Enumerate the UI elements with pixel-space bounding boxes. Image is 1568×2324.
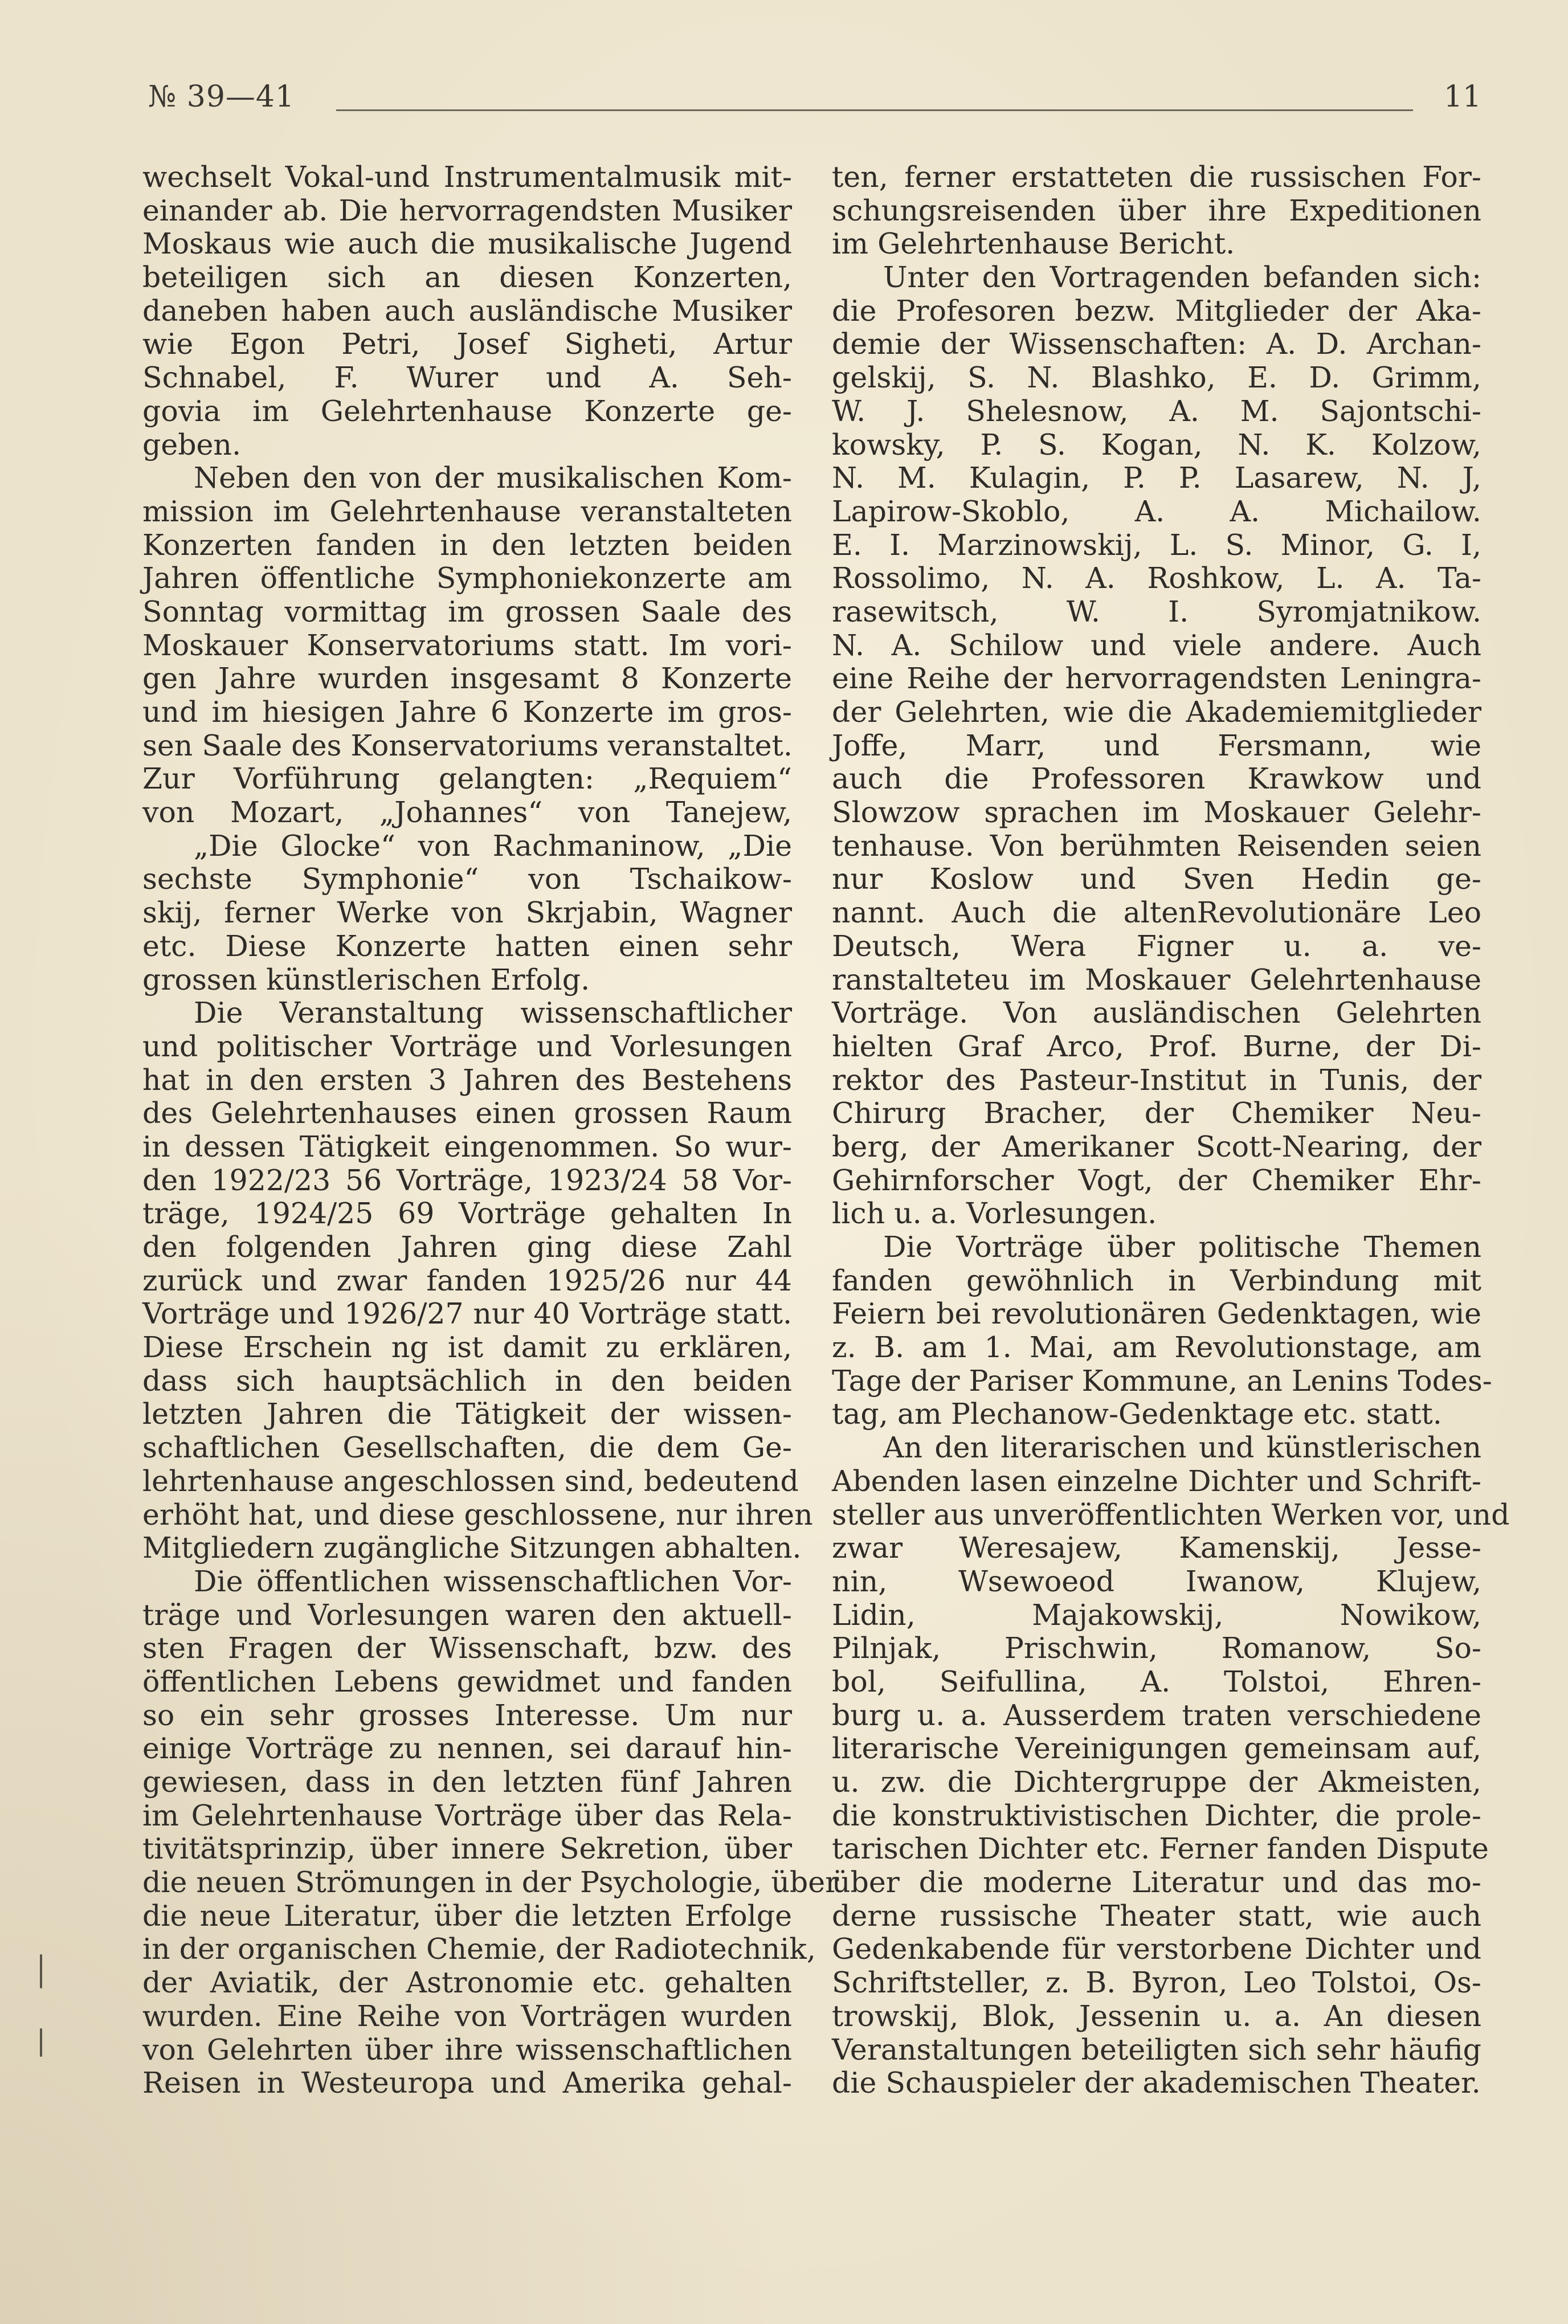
right-text-column (832, 160, 1510, 2100)
text-line: Tage der Pariser Kommune, an Lenins Todes- (832, 1363, 1492, 1398)
text-line: wurden. Eine Reihe von Vorträgen wurden (142, 1999, 792, 2033)
text-line: zurück und zwar fanden 1925/26 nur 44 (142, 1263, 792, 1297)
text-line: gelskij, S. N. Blashko, E. D. Grimm, (832, 361, 1481, 395)
text-line: so ein sehr grosses Interesse. Um nur (142, 1698, 792, 1732)
text-line: sechste Symphonie“ von Tschaikow- (142, 862, 792, 896)
text-line: tenhause. Von berühmten Reisenden seien (832, 828, 1481, 863)
text-line: trowskij, Blok, Jessenin u. a. An diesen (832, 1999, 1481, 2033)
text-line: Moskauer Konservatoriums statt. Im vori- (142, 628, 792, 662)
text-line: beteiligen sich an diesen Konzerten, (142, 260, 792, 295)
text-line: lehrtenhause angeschlossen sind, bedeutend (142, 1464, 799, 1498)
text-line: von Mozart, „Johannes“ von Tanejew, (142, 795, 792, 830)
text-line: sten Fragen der Wissenschaft, bzw. des (142, 1631, 792, 1665)
text-line: hat in den ersten 3 Jahren des Bestehens (142, 1063, 792, 1097)
text-line: im Gelehrtenhause Bericht. (832, 227, 1235, 261)
text-line: Pilnjak, Prischwin, Romanow, So- (832, 1631, 1481, 1665)
text-line: Die Vorträge über politische Themen (883, 1230, 1481, 1264)
text-line: rektor des Pasteur-Institut in Tunis, der (832, 1063, 1481, 1097)
text-line: über die moderne Literatur und das mo- (832, 1865, 1481, 1900)
text-line: einander ab. Die hervorragendsten Musiker (142, 193, 792, 227)
text-line: Joffe, Marr, und Fersmann, wie (832, 728, 1481, 762)
text-line: tag, am Plechanow-Gedenktage etc. statt. (832, 1397, 1442, 1431)
text-line: grossen künstlerischen Erfolg. (142, 962, 590, 996)
text-line: N. A. Schilow und viele andere. Auch (832, 628, 1481, 662)
text-line: die neuen Strömungen in der Psychologie, über (142, 1865, 839, 1900)
text-line: in dessen Tätigkeit eingenommen. So wur- (142, 1129, 792, 1163)
text-line: E. I. Marzinowskij, L. S. Minor, G. I, (832, 528, 1481, 562)
text-line: hielten Graf Arco, Prof. Burne, der Di- (832, 1029, 1481, 1063)
text-line: Lidin, Majakowskij, Nowikow, (832, 1598, 1481, 1632)
text-line: die neue Literatur, über die letzten Erfolge (142, 1898, 792, 1933)
text-line: Die öffentlichen wissenschaftlichen Vor- (194, 1564, 792, 1598)
text-line: govia im Gelehrtenhause Konzerte ge- (142, 394, 792, 428)
text-line: der Aviatik, der Astronomie etc. gehalten (142, 1966, 792, 2000)
text-line: die Profesoren bezw. Mitglieder der Aka- (832, 293, 1481, 328)
text-line: Moskaus wie auch die musikalische Jugend (142, 227, 792, 261)
running-header (148, 80, 1481, 131)
text-line: skij, ferner Werke von Skrjabin, Wagner (142, 896, 792, 930)
text-line: Feiern bei revolutionären Gedenktagen, wie (832, 1297, 1481, 1331)
text-line: W. J. Shelesnow, A. M. Sajontschi- (832, 394, 1481, 428)
text-line: Abenden lasen einzelne Dichter und Schrift- (832, 1464, 1481, 1498)
text-line: den 1922/23 56 Vorträge, 1923/24 58 Vor- (142, 1163, 792, 1197)
text-line: rasewitsch, W. I. Syromjatnikow. (832, 594, 1481, 628)
text-line: nur Koslow und Sven Hedin ge- (832, 862, 1481, 896)
text-line: Lapirow-Skoblo, A. A. Michailow. (832, 494, 1481, 528)
text-line: die konstruktivistischen Dichter, die prole- (832, 1798, 1481, 1832)
text-line: und politischer Vorträge und Vorlesungen (142, 1029, 792, 1063)
text-line: bol, Seifullina, A. Tolstoi, Ehren- (832, 1664, 1481, 1698)
text-line: schaftlichen Gesellschaften, die dem Ge- (142, 1431, 792, 1465)
text-line: Chirurg Bracher, der Chemiker Neu- (832, 1096, 1481, 1130)
text-line: in der organischen Chemie, der Radiotechnik, (142, 1932, 816, 1966)
text-line: tivitätsprinzip, über innere Sekretion, über (142, 1832, 792, 1866)
text-line: des Gelehrtenhauses einen grossen Raum (142, 1096, 792, 1130)
text-line: auch die Professoren Krawkow und (832, 762, 1481, 796)
text-line: Rossolimo, N. A. Roshkow, L. A. Ta- (832, 561, 1481, 595)
text-line: Zur Vorführung gelangten: „Requiem“ (142, 762, 792, 796)
text-line: kowsky, P. S. Kogan, N. K. Kolzow, (832, 427, 1481, 461)
text-line: steller aus unveröffentlichten Werken vor, und (832, 1497, 1510, 1531)
text-line: Gehirnforscher Vogt, der Chemiker Ehr- (832, 1163, 1481, 1197)
text-line: Vorträge. Von ausländischen Gelehrten (832, 996, 1481, 1030)
text-line: daneben haben auch ausländische Musiker (142, 293, 792, 328)
text-line: sen Saale des Konservatoriums veranstaltet. (142, 728, 793, 762)
text-line: Konzerten fanden in den letzten beiden (142, 528, 792, 562)
text-line: letzten Jahren die Tätigkeit der wissen- (142, 1397, 792, 1431)
text-line: Neben den von der musikalischen Kom- (194, 461, 792, 495)
text-line: Mitgliedern zugängliche Sitzungen abhalten. (142, 1531, 802, 1565)
text-line: An den literarischen und künstlerischen (883, 1431, 1481, 1465)
text-line: Sonntag vormittag im grossen Saale des (142, 594, 792, 628)
text-line: dass sich hauptsächlich in den beiden (142, 1363, 792, 1398)
text-line: träge und Vorlesungen waren den aktuell- (142, 1598, 792, 1632)
text-line: einige Vorträge zu nennen, sei darauf hin- (142, 1731, 792, 1766)
text-line: literarische Vereinigungen gemeinsam auf, (832, 1731, 1481, 1766)
text-line: ranstalteteu im Moskauer Gelehrtenhause (832, 962, 1481, 996)
margin-mark (40, 1954, 42, 1988)
text-line: „Die Glocke“ von Rachmaninow, „Die (194, 828, 792, 863)
text-line: etc. Diese Konzerte hatten einen sehr (142, 929, 792, 963)
text-line: erhöht hat, und diese geschlossene, nur ihren (142, 1497, 813, 1531)
text-line: der Gelehrten, wie die Akademiemitglieder (832, 695, 1481, 729)
text-line: Gedenkabende für verstorbene Dichter und (832, 1932, 1481, 1966)
text-line: Die Veranstaltung wissenschaftlicher (194, 996, 792, 1030)
text-line: im Gelehrtenhause Vorträge über das Rela- (142, 1798, 792, 1832)
text-line: Jahren öffentliche Symphoniekonzerte am (142, 561, 792, 595)
text-line: nin, Wsewoeod Iwanow, Klujew, (832, 1564, 1481, 1598)
text-line: Schnabel, F. Wurer und A. Seh- (142, 361, 792, 395)
text-line: fanden gewöhnlich in Verbindung mit (832, 1263, 1481, 1297)
issue-number: № 39—41 (148, 80, 295, 114)
text-line: wie Egon Petri, Josef Sigheti, Artur (142, 327, 792, 361)
text-line: von Gelehrten über ihre wissenschaftlichen (142, 2032, 792, 2066)
text-line: Diese Erschein ng ist damit zu erklären, (142, 1330, 792, 1365)
text-line: tarischen Dichter etc. Ferner fanden Dispute (832, 1832, 1489, 1866)
text-line: Reisen in Westeuropa und Amerika gehal- (142, 2066, 792, 2100)
text-line: berg, der Amerikaner Scott-Nearing, der (832, 1129, 1481, 1163)
text-line: z. B. am 1. Mai, am Revolutionstage, am (832, 1330, 1481, 1365)
text-line: Unter den Vortragenden befanden sich: (883, 260, 1481, 295)
text-line: wechselt Vokal-und Instrumentalmusik mit- (142, 160, 792, 194)
text-line: Deutsch, Wera Figner u. a. ve- (832, 929, 1481, 963)
text-line: schungsreisenden über ihre Expeditionen (832, 193, 1481, 227)
text-line: Schriftsteller, z. B. Byron, Leo Tolstoi, Os- (832, 1966, 1481, 2000)
text-line: nannt. Auch die altenRevolutionäre Leo (832, 896, 1481, 930)
text-line: Slowzow sprachen im Moskauer Gelehr- (832, 795, 1481, 830)
text-line: ten, ferner erstatteten die russischen For- (832, 160, 1481, 194)
header-rule (336, 109, 1413, 111)
text-line: die Schauspieler der akademischen Theater. (832, 2066, 1481, 2100)
text-line: gewiesen, dass in den letzten fünf Jahren (142, 1765, 792, 1799)
page-number: 11 (1443, 80, 1481, 114)
text-line: zwar Weresajew, Kamenskij, Jesse- (832, 1531, 1481, 1565)
text-line: den folgenden Jahren ging diese Zahl (142, 1230, 792, 1264)
text-line: eine Reihe der hervorragendsten Leningra- (832, 661, 1481, 696)
text-line: N. M. Kulagin, P. P. Lasarew, N. J, (832, 461, 1481, 495)
text-line: geben. (142, 427, 242, 461)
text-line: Veranstaltungen beteiligten sich sehr häufig (832, 2032, 1481, 2066)
text-line: träge, 1924/25 69 Vorträge gehalten In (142, 1196, 792, 1231)
text-line: und im hiesigen Jahre 6 Konzerte im gros- (142, 695, 792, 729)
text-line: derne russische Theater statt, wie auch (832, 1898, 1481, 1933)
text-line: lich u. a. Vorlesungen. (832, 1196, 1157, 1231)
text-line: öffentlichen Lebens gewidmet und fanden (142, 1664, 792, 1698)
text-line: gen Jahre wurden insgesamt 8 Konzerte (142, 661, 792, 696)
text-line: u. zw. die Dichtergruppe der Akmeisten, (832, 1765, 1481, 1799)
text-line: Vorträge und 1926/27 nur 40 Vorträge statt. (142, 1297, 792, 1331)
left-text-column (142, 160, 839, 2100)
margin-mark (40, 2028, 42, 2057)
text-line: mission im Gelehrtenhause veranstalteten (142, 494, 792, 528)
text-line: demie der Wissenschaften: A. D. Archan- (832, 327, 1481, 361)
text-line: burg u. a. Ausserdem traten verschiedene (832, 1698, 1481, 1732)
